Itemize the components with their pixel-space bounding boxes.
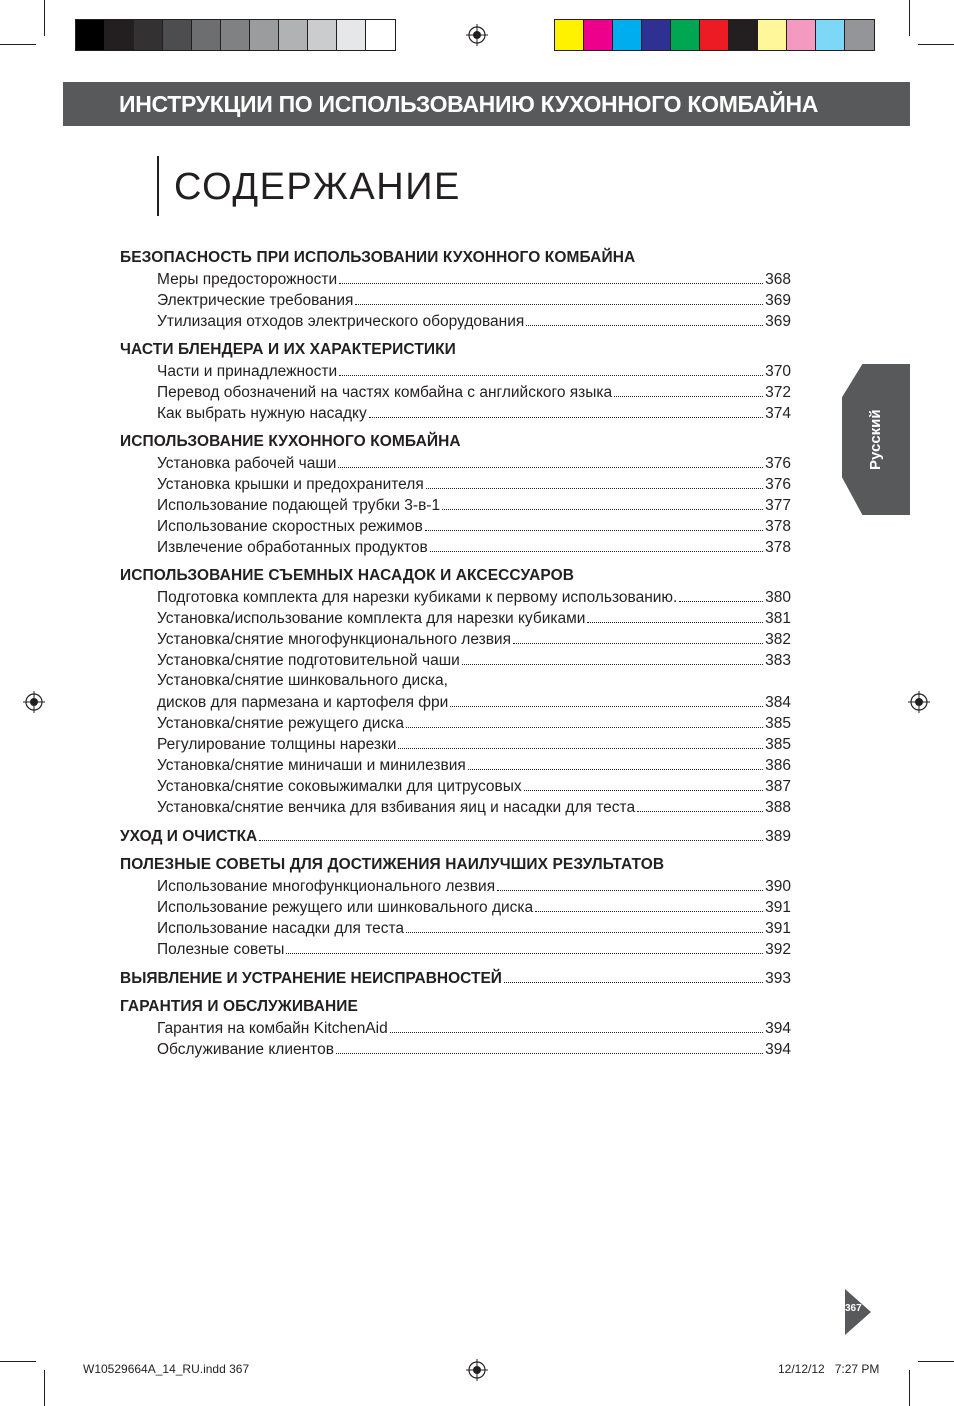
dot-leader (425, 515, 763, 531)
toc-heading-label: ВЫЯВЛЕНИЕ И УСТРАНЕНИЕ НЕИСПРАВНОСТЕЙ (120, 970, 502, 987)
color-swatch (816, 20, 845, 50)
toc-entry[interactable] (120, 536, 791, 557)
color-swatch (366, 20, 395, 50)
toc-entry[interactable] (120, 733, 791, 754)
toc-entry[interactable] (120, 896, 791, 917)
toc-section-heading[interactable] (120, 825, 791, 846)
toc-entry-label: Установка/использование комплекта для нарезки кубиками (157, 610, 586, 627)
toc-entry[interactable] (120, 691, 791, 712)
toc-section (120, 247, 791, 331)
dot-leader (406, 917, 763, 933)
dot-leader (524, 775, 763, 791)
color-swatch (337, 20, 366, 50)
toc-section-heading: БЕЗОПАСНОСТЬ ПРИ ИСПОЛЬЗОВАНИИ КУХОННОГО КОМБАЙНА (120, 249, 636, 266)
toc-entry[interactable] (120, 1038, 791, 1059)
toc-entry[interactable] (120, 938, 791, 959)
page-number: 367 (845, 1303, 862, 1314)
toc-page-number: 387 (765, 778, 791, 795)
color-swatch (76, 20, 105, 50)
process-color-bar (554, 19, 875, 51)
toc-page-number: 392 (765, 941, 791, 958)
crop-mark (909, 1370, 910, 1406)
color-swatch (729, 20, 758, 50)
toc-page-number: 369 (765, 313, 791, 330)
toc-page-number: 369 (765, 292, 791, 309)
toc-page-number: 376 (765, 455, 791, 472)
toc-entry[interactable] (120, 515, 791, 536)
toc-page-number: 389 (765, 828, 791, 845)
toc-section-heading: ИСПОЛЬЗОВАНИЕ КУХОННОГО КОМБАЙНА (120, 433, 461, 450)
toc-page-number: 391 (765, 920, 791, 937)
toc-entry[interactable] (120, 381, 791, 402)
registration-mark-icon (466, 1359, 488, 1381)
toc-page-number: 381 (765, 610, 791, 627)
toc-page-number: 382 (765, 631, 791, 648)
toc-page-number: 368 (765, 271, 791, 288)
dot-leader (369, 402, 763, 418)
toc-entry-label: Гарантия на комбайн KitchenAid (157, 1020, 388, 1037)
toc-entry[interactable] (120, 712, 791, 733)
toc-section (120, 967, 791, 988)
registration-mark-icon (23, 691, 45, 713)
color-swatch (279, 20, 308, 50)
toc-entry-label: Установка/снятие миничаши и минилезвия (157, 757, 466, 774)
toc-entry-label: Меры предосторожности (157, 271, 338, 288)
toc-entry[interactable] (120, 917, 791, 938)
toc-section (120, 825, 791, 846)
toc-entry[interactable] (120, 628, 791, 649)
dot-leader (339, 360, 763, 376)
dot-leader (450, 691, 763, 707)
color-swatch (845, 20, 874, 50)
toc-entry[interactable] (120, 494, 791, 515)
toc-entry-label: Использование подающей трубки 3-в-1 (157, 497, 441, 514)
dot-leader (430, 536, 763, 552)
dot-leader (587, 607, 763, 623)
dot-leader (535, 896, 763, 912)
toc-page-number: 394 (765, 1020, 791, 1037)
toc-entry-label: Перевод обозначений на частях комбайна с английского языка (157, 384, 613, 401)
color-swatch (700, 20, 729, 50)
language-tab-label: Русский (867, 409, 884, 470)
dot-leader (468, 754, 763, 770)
registration-mark-icon (908, 691, 930, 713)
color-swatch (613, 20, 642, 50)
dot-leader (406, 712, 763, 728)
dot-leader (398, 733, 763, 749)
color-swatch (192, 20, 221, 50)
color-swatch (584, 20, 613, 50)
color-swatch (787, 20, 816, 50)
toc-entry[interactable] (120, 402, 791, 423)
color-swatch (671, 20, 700, 50)
color-swatch (163, 20, 192, 50)
toc-entry-label: Электрические требования (157, 292, 354, 309)
toc-page-number: 391 (765, 899, 791, 916)
toc-entry-label: Обслуживание клиентов (157, 1041, 334, 1058)
color-swatch (758, 20, 787, 50)
toc-entry-label: Утилизация отходов электрического оборудования (157, 313, 525, 330)
toc-entry[interactable] (120, 875, 791, 896)
toc-entry[interactable] (120, 360, 791, 381)
document-header: ИНСТРУКЦИИ ПО ИСПОЛЬЗОВАНИЮ КУХОННОГО КОМБАЙНА (63, 82, 910, 126)
toc-entry[interactable] (120, 754, 791, 775)
toc-entry-label: Части и принадлежности (157, 363, 338, 380)
dot-leader (336, 1038, 763, 1054)
crop-mark (44, 1370, 45, 1406)
toc-entry-label: Извлечение обработанных продуктов (157, 539, 428, 556)
toc-entry-label: Использование режущего или шинковального диска (157, 899, 534, 916)
toc-section-heading[interactable] (120, 967, 791, 988)
toc-entry-label: Как выбрать нужную насадку (157, 405, 367, 422)
toc-page-number: 393 (765, 970, 791, 987)
toc-page-number: 388 (765, 799, 791, 816)
toc-entry[interactable] (120, 268, 791, 289)
toc-page-number: 376 (765, 476, 791, 493)
dot-leader (259, 825, 763, 841)
color-swatch (555, 20, 584, 50)
toc-entry-label: Установка/снятие подготовительной чаши (157, 652, 460, 669)
toc-page-number: 380 (765, 589, 791, 606)
footer-file-info: W10529664A_14_RU.indd 367 (83, 1362, 250, 1376)
toc-entry[interactable] (120, 775, 791, 796)
toc-page-number: 378 (765, 539, 791, 556)
toc-entry-label: Установка/снятие шинковального диска, (157, 672, 448, 689)
color-swatch (134, 20, 163, 50)
color-swatch (642, 20, 671, 50)
toc-entry-label: Регулирование толщины нарезки (157, 736, 397, 753)
toc-heading-label: УХОД И ОЧИСТКА (120, 828, 258, 845)
toc-entry[interactable] (120, 452, 791, 473)
color-swatch (250, 20, 279, 50)
title-rule (157, 156, 159, 216)
toc-section-heading: ЧАСТИ БЛЕНДЕРА И ИХ ХАРАКТЕРИСТИКИ (120, 341, 456, 358)
color-swatch (221, 20, 250, 50)
toc-page-number: 390 (765, 878, 791, 895)
crop-mark (909, 0, 910, 36)
toc-entry-label: Установка/снятие венчика для взбивания яиц и насадки для теста (157, 799, 636, 816)
toc-section (120, 996, 791, 1059)
toc-page-number: 386 (765, 757, 791, 774)
dot-leader (426, 473, 763, 489)
dot-leader (339, 268, 763, 284)
toc-section-heading: ИСПОЛЬЗОВАНИЕ СЪЕМНЫХ НАСАДОК И АКСЕССУАРОВ (120, 567, 575, 584)
grayscale-color-bar (75, 19, 396, 51)
toc-entry[interactable] (120, 649, 791, 670)
dot-leader (614, 381, 763, 397)
crop-mark (918, 1361, 954, 1362)
toc-entry-label: Использование скоростных режимов (157, 518, 423, 535)
toc-entry-label: Использование насадки для теста (157, 920, 405, 937)
toc-section (120, 854, 791, 959)
toc-entry[interactable] (120, 1017, 791, 1038)
toc-entry-label: Установка крышки и предохранителя (157, 476, 424, 493)
toc-page-number: 394 (765, 1041, 791, 1058)
dot-leader (504, 967, 763, 983)
dot-leader (637, 796, 763, 812)
crop-mark (0, 1361, 36, 1362)
toc-page-number: 385 (765, 715, 791, 732)
color-swatch (308, 20, 337, 50)
footer-datetime: 12/12/12 7:27 PM (778, 1362, 880, 1376)
toc-section-heading: ПОЛЕЗНЫЕ СОВЕТЫ ДЛЯ ДОСТИЖЕНИЯ НАИЛУЧШИХ РЕЗУЛЬТАТОВ (120, 856, 665, 873)
dot-leader (286, 938, 763, 954)
dot-leader (462, 649, 763, 665)
registration-mark-icon (466, 24, 488, 46)
crop-mark (44, 0, 45, 36)
toc-section-heading: ГАРАНТИЯ И ОБСЛУЖИВАНИЕ (120, 998, 358, 1015)
toc-entry[interactable] (120, 310, 791, 331)
toc-entry[interactable] (120, 586, 791, 607)
toc-section (120, 565, 791, 817)
dot-leader (338, 452, 763, 468)
toc-entry-label: Установка/снятие многофункционального лезвия (157, 631, 511, 648)
toc-entry-label: Полезные советы (157, 941, 285, 958)
dot-leader (513, 628, 763, 644)
toc-section (120, 339, 791, 423)
toc-entry[interactable] (120, 607, 791, 628)
dot-leader (526, 310, 763, 326)
toc-entry[interactable] (120, 670, 791, 691)
toc-page-number: 378 (765, 518, 791, 535)
toc-page-number: 372 (765, 384, 791, 401)
crop-mark (918, 44, 954, 45)
toc-entry-label: Установка рабочей чаши (157, 455, 337, 472)
toc-entry-label: Подготовка комплекта для нарезки кубиками к первому использованию. (157, 589, 678, 606)
dot-leader (679, 586, 763, 602)
toc-section (120, 431, 791, 557)
page-title: СОДЕРЖАНИЕ (174, 166, 461, 208)
toc-entry-label: дисков для пармезана и картофеля фри (157, 694, 449, 711)
color-swatch (105, 20, 134, 50)
toc-page-number: 377 (765, 497, 791, 514)
toc-page-number: 385 (765, 736, 791, 753)
toc-page-number: 374 (765, 405, 791, 422)
toc-entry-label: Установка/снятие соковыжималки для цитрусовых (157, 778, 522, 795)
toc-page-number: 383 (765, 652, 791, 669)
dot-leader (497, 875, 763, 891)
toc-page-number: 384 (765, 694, 791, 711)
toc-entry-label: Установка/снятие режущего диска (157, 715, 404, 732)
toc-entry[interactable] (120, 289, 791, 310)
dot-leader (355, 289, 763, 305)
toc-entry[interactable] (120, 796, 791, 817)
toc-page-number: 370 (765, 363, 791, 380)
toc-entry-label: Использование многофункционального лезвия (157, 878, 496, 895)
table-of-contents (120, 247, 791, 1067)
toc-entry[interactable] (120, 473, 791, 494)
dot-leader (442, 494, 763, 510)
crop-mark (0, 44, 36, 45)
dot-leader (390, 1017, 763, 1033)
